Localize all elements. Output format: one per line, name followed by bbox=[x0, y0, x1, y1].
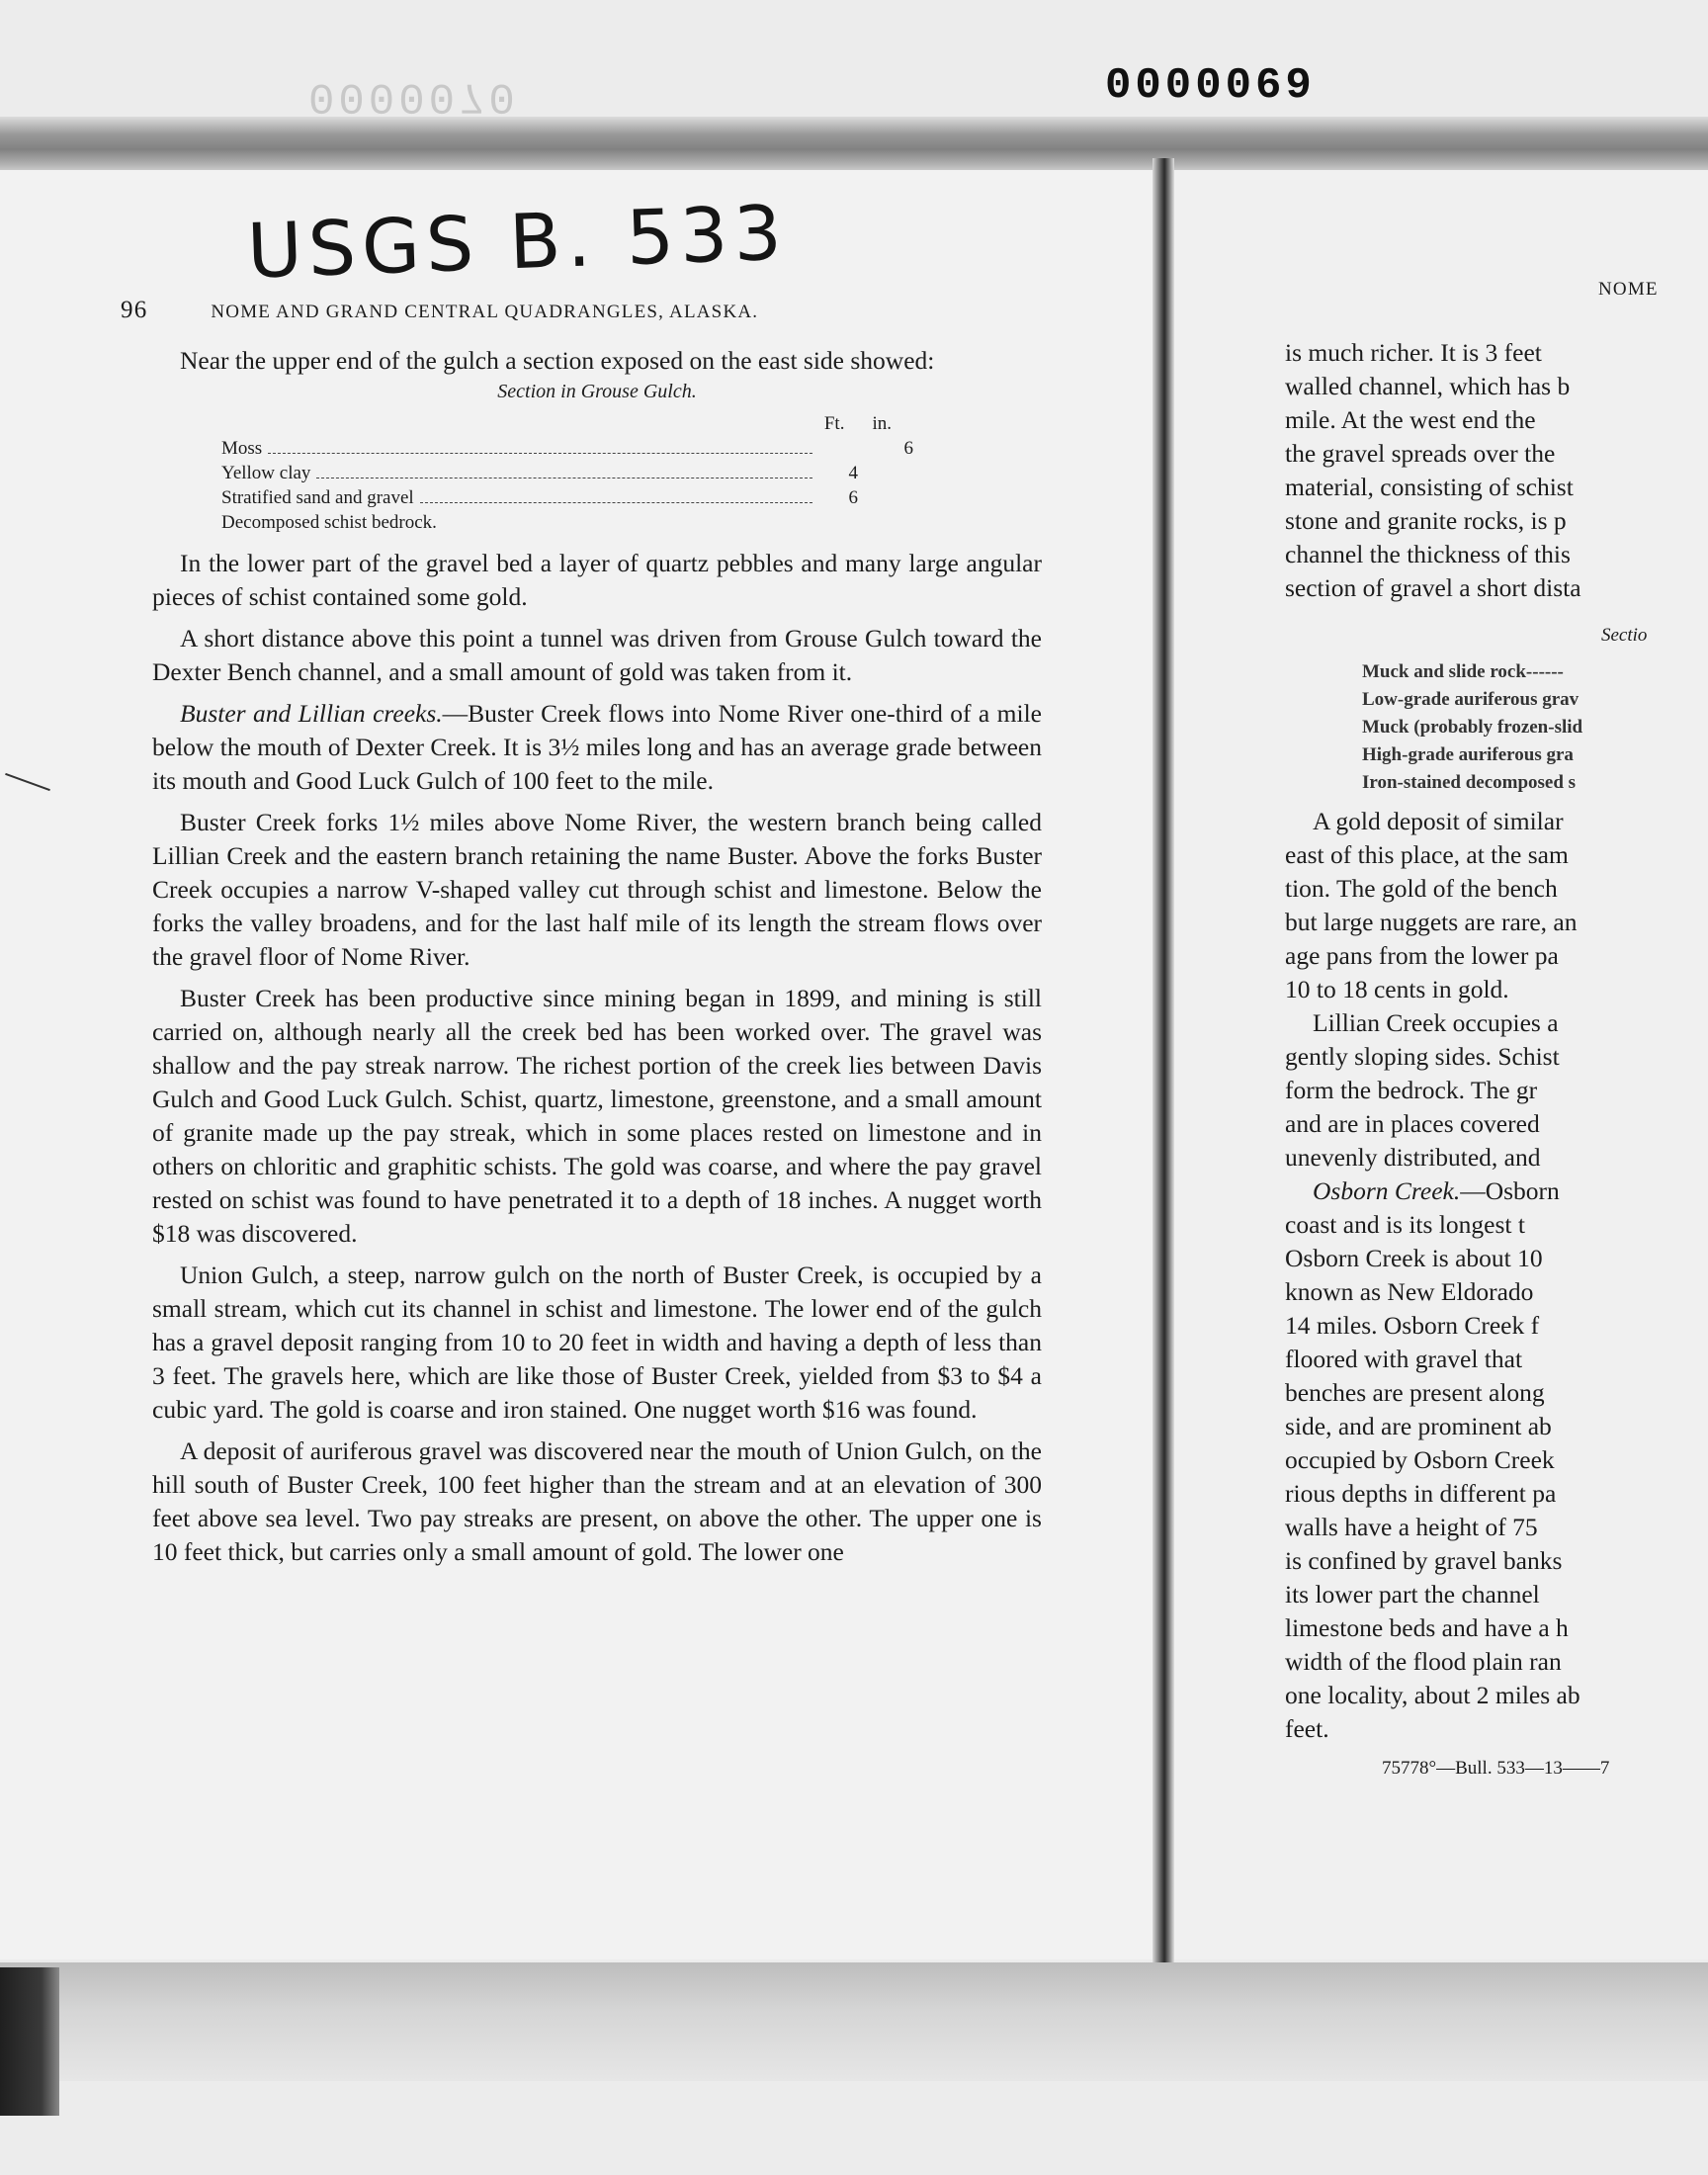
section-table bbox=[221, 411, 913, 535]
section-row: Muck and slide rock------ bbox=[1362, 661, 1564, 682]
text-line: benches are present along bbox=[1285, 1378, 1545, 1407]
body-paragraph: Buster Creek has been productive since mining began in 1899, and mining is still carried on, although nearly all the creek bed has been worked over. The gravel was shallow and the pay streak narrow. The richest portion of the creek lies between Davis Gulch and Good Luck Gulch. Schist, quartz, limestone, greenstone, and a small amount of granite made up the pay streak, which in some places rested on limestone and in others on chloritic and graphitic schists. The gold was coarse, and where the pay gravel rested on schist was found to have penetrated it to a depth of 18 inches. A nugget worth $18 was discovered. bbox=[152, 984, 1042, 1248]
paragraph-lead: Osborn Creek. bbox=[1313, 1176, 1461, 1205]
section-row: High-grade auriferous gra bbox=[1362, 744, 1574, 765]
text-line bbox=[1285, 1174, 1708, 1208]
text-line: but large nuggets are rare, an bbox=[1285, 908, 1578, 936]
text-line: is confined by gravel banks bbox=[1285, 1546, 1563, 1575]
col-ft: Ft. bbox=[823, 413, 845, 434]
page-number: 96 bbox=[121, 297, 148, 323]
right-running-head: NOME bbox=[1598, 279, 1659, 300]
body-paragraph: Union Gulch, a steep, narrow gulch on the north of Buster Creek, is occupied by a small stream, which cut its channel in schist and limestone. The lower end of the gulch has a gravel deposit ranging from 10 to 20 feet in width and having a depth of less than 3 feet. The gravels here, which are like those of Buster Creek, yielded from $3 to $4 a cubic yard. The gold is coarse and iron stained. One nugget worth $16 was found. bbox=[152, 1261, 1042, 1424]
row-label: Yellow clay bbox=[221, 463, 311, 483]
text-line: Lillian Creek occupies a bbox=[1313, 1008, 1559, 1037]
ghost-stamp-number: 0000070 bbox=[308, 71, 519, 121]
row-label: Moss bbox=[221, 438, 263, 459]
text-line: side, and are prominent ab bbox=[1285, 1412, 1552, 1440]
row-label: Stratified sand and gravel bbox=[221, 487, 414, 508]
text-line: walled channel, which has b bbox=[1285, 372, 1571, 400]
body-paragraph: A short distance above this point a tunnel was driven from Grouse Gulch toward the Dexter Bench channel, and a small amount of gold was taken from it. bbox=[152, 624, 1042, 686]
section-title: Section in Grouse Gulch. bbox=[497, 381, 697, 402]
row-ft: 4 bbox=[848, 463, 858, 483]
body-paragraph: In the lower part of the gravel bed a layer of quartz pebbles and many large angular pieces of schist contained some gold. bbox=[152, 549, 1042, 611]
text-line: floored with gravel that bbox=[1285, 1345, 1523, 1373]
text-line: mile. At the west end the bbox=[1285, 405, 1536, 434]
text-line: stone and granite rocks, is p bbox=[1285, 506, 1567, 535]
text-line: Osborn Creek is about 10 bbox=[1285, 1244, 1543, 1272]
paragraph-text: —Buster Creek flows into Nome River one-third of a mile below the mouth of Dexter Creek. It is 3½ miles long and has an average grade between its mouth and Good Luck Gulch of 100 feet to the mile. bbox=[152, 699, 1042, 795]
text-line: tion. The gold of the bench bbox=[1285, 874, 1558, 903]
text-line: occupied by Osborn Creek bbox=[1285, 1445, 1555, 1474]
paragraph-lead: Buster and Lillian creeks. bbox=[180, 699, 443, 728]
left-body-text bbox=[152, 344, 1042, 1569]
leader-dots bbox=[268, 453, 812, 454]
text-line: its lower part the channel bbox=[1285, 1580, 1540, 1609]
paragraph-text: —Osborn bbox=[1460, 1176, 1560, 1205]
book-gutter bbox=[1153, 158, 1174, 1967]
text-line: feet. bbox=[1285, 1714, 1329, 1743]
text-line: and are in places covered bbox=[1285, 1109, 1540, 1138]
intro-paragraph: Near the upper end of the gulch a section exposed on the east side showed: bbox=[180, 346, 935, 375]
scan-corner-shadow bbox=[0, 1967, 59, 2116]
right-section-title: Sectio bbox=[1601, 625, 1648, 646]
text-line: unevenly distributed, and bbox=[1285, 1143, 1541, 1172]
body-paragraph: Buster Creek forks 1½ miles above Nome River, the western branch being called Lillian Creek and the eastern branch retaining the name Buster. Above the forks Buster Creek occupies a narrow V-shaped valley cut through schist and limestone. Below the forks the valley broadens, and for the last half mile of its length the stream flows over the gravel floor of Nome River. bbox=[152, 808, 1042, 971]
section-row bbox=[221, 436, 913, 461]
running-head-title: NOME AND GRAND CENTRAL QUADRANGLES, ALASKA. bbox=[211, 302, 759, 322]
text-line: walls have a height of 75 bbox=[1285, 1513, 1538, 1541]
section-table-header bbox=[221, 411, 913, 436]
section-row: Iron-stained decomposed s bbox=[1362, 772, 1577, 793]
text-line: 14 miles. Osborn Creek f bbox=[1285, 1311, 1540, 1340]
text-line: one locality, about 2 miles ab bbox=[1285, 1681, 1580, 1709]
handwritten-label: USGS B. 533 bbox=[245, 188, 790, 296]
right-section-table bbox=[1285, 658, 1708, 797]
text-line: A gold deposit of similar bbox=[1313, 807, 1564, 835]
section-row: Low-grade auriferous grav bbox=[1362, 689, 1580, 710]
body-paragraph: A deposit of auriferous gravel was discovered near the mouth of Union Gulch, on the hill south of Buster Creek, 100 feet higher than the stream and at an elevation of 300 feet above sea level. Two pay streaks are present, on above the other. The upper one is 10 feet thick, but carries only a small amount of gold. The lower one bbox=[152, 1436, 1042, 1566]
running-head bbox=[121, 297, 941, 330]
section-row bbox=[221, 485, 913, 510]
text-line: limestone beds and have a h bbox=[1285, 1613, 1569, 1642]
text-line: rious depths in different pa bbox=[1285, 1479, 1557, 1508]
signature-footer: 75778°—Bull. 533—13——7 bbox=[1382, 1758, 1610, 1779]
section-row bbox=[221, 461, 913, 485]
body-paragraph bbox=[152, 697, 1042, 798]
text-line: east of this place, at the sam bbox=[1285, 840, 1569, 869]
text-line: 10 to 18 cents in gold. bbox=[1285, 975, 1509, 1003]
text-line: the gravel spreads over the bbox=[1285, 439, 1556, 468]
text-line: width of the flood plain ran bbox=[1285, 1647, 1562, 1676]
row-ft: 6 bbox=[848, 487, 858, 508]
section-row bbox=[221, 510, 913, 535]
text-line: form the bedrock. The gr bbox=[1285, 1076, 1538, 1104]
section-row: Muck (probably frozen-slid bbox=[1362, 717, 1583, 738]
scan-bottom-edge bbox=[0, 1962, 1708, 2081]
text-line: coast and is its longest t bbox=[1285, 1210, 1525, 1239]
text-line: channel the thickness of this bbox=[1285, 540, 1571, 568]
text-line: material, consisting of schist bbox=[1285, 473, 1574, 501]
leader-dots bbox=[420, 502, 812, 503]
col-in: in. bbox=[872, 413, 892, 434]
text-line: gently sloping sides. Schist bbox=[1285, 1042, 1560, 1071]
text-line: age pans from the lower pa bbox=[1285, 941, 1559, 970]
text-line: section of gravel a short dista bbox=[1285, 573, 1581, 602]
stamp-number: 0000069 bbox=[1105, 61, 1316, 111]
scan-top-edge bbox=[0, 117, 1708, 176]
row-in: 6 bbox=[903, 438, 913, 459]
right-top-lines bbox=[1285, 336, 1708, 605]
text-line: is much richer. It is 3 feet bbox=[1285, 338, 1542, 367]
right-bottom-lines bbox=[1285, 805, 1708, 1746]
row-label: Decomposed schist bedrock. bbox=[221, 512, 437, 533]
text-line: known as New Eldorado bbox=[1285, 1277, 1534, 1306]
right-body-text bbox=[1285, 277, 1708, 1785]
